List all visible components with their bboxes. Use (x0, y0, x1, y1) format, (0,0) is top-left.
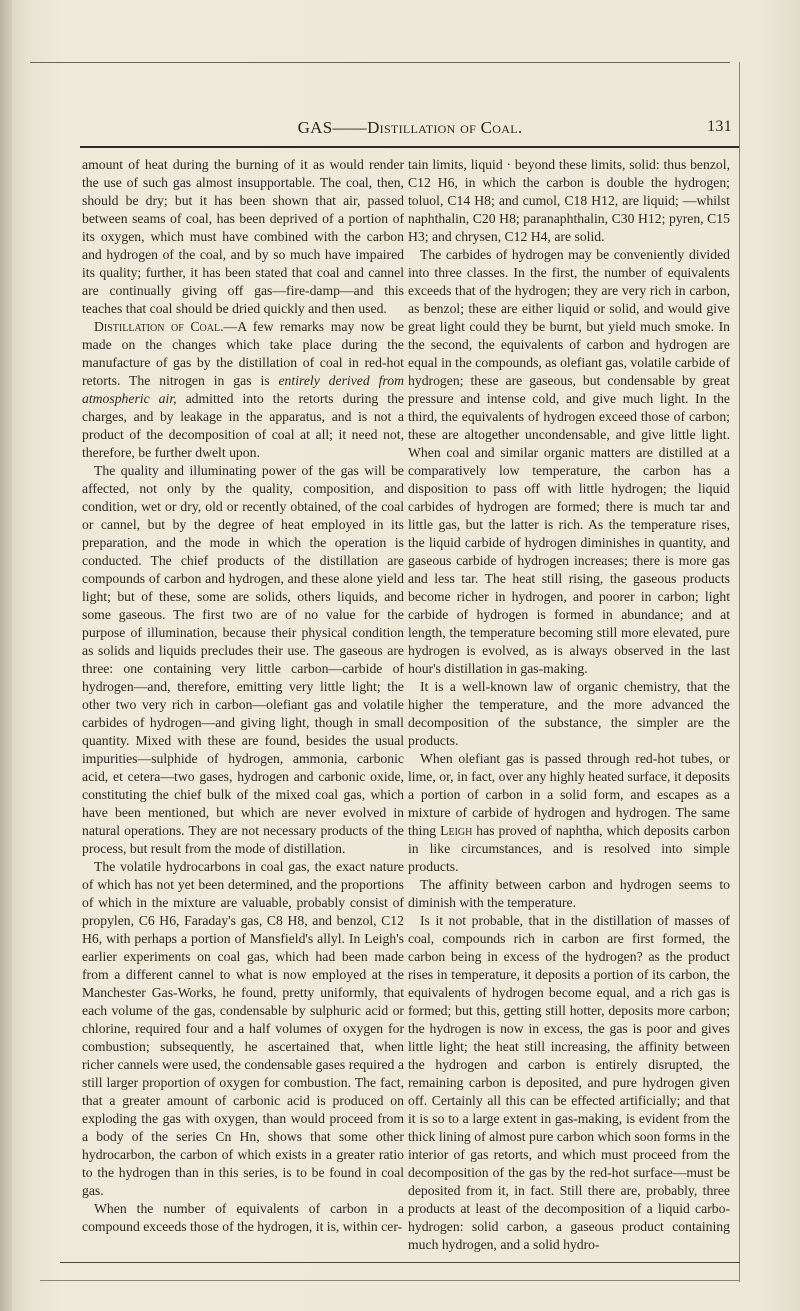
paragraph-leigh (408, 750, 730, 876)
header-rule (80, 146, 740, 148)
section-heading: Distillation of Coal. (94, 319, 224, 334)
running-head: GAS——Distillation of Coal. (297, 118, 523, 137)
paragraph: The affinity between carbon and hydrogen seems to diminish with the temperature. (408, 877, 730, 910)
paragraph: When the number of equivalents of carbon in a compound exceeds those of the hydrogen, it is, within cer- (82, 1201, 404, 1234)
emphasis-text: entirely derived from atmospheric air, (82, 373, 404, 406)
right-margin-line (739, 62, 740, 1282)
author-name: Leigh (440, 823, 473, 838)
paragraph: tain limits, liquid · beyond these limits, solid: thus benzol, C12 H6, in which the carbon is double the hydrogen; toluol, C14 H8; and cumol, C18 H12, are liquid; —whilst naphthalin, C20 H8; paranaphthalin, C30 H12; pyren, C15 H3; and chrysen, C12 H4, are solid. (408, 157, 730, 244)
paragraph-text: —A few remarks may now be made on the changes which take place during the manufacture of gas by the distillation of coal in red-hot retorts. The nitrogen in gas is (82, 319, 404, 388)
paragraph: It is a well-known law of organic chemistry, that the higher the temperature, and the more advanced the decomposition of the substance, the simpler are the products. (408, 679, 730, 748)
paragraph: The carbides of hydrogen may be conveniently divided into three classes. In the first, the number of equivalents exceeds that of the hydrogen; they are very rich in carbon, as benzol; these are either liquid or solid, and would give great light could they be burnt, but yield much smoke. In the second, the equivalents of carbon and hydrogen are equal in the compounds, as olefiant gas, volatile carbide of hydrogen; these are gaseous, but condensable by great pressure and intense cold, and give much light. In the third, the equivalents of hydrogen exceed those of carbon; these are altogether uncondensable, and give little light. When coal and similar organic matters are distilled at a comparatively low temperature, the carbon has a disposition to pass off with little hydrogen; the liquid carbides of hydrogen are formed; there is much tar and little gas, but the latter is rich. As the temperature rises, the liquid carbide of hydrogen diminishes in quantity, and gaseous carbide of hydrogen increases; there is more gas and less tar. The heat still rising, the gaseous products become richer in hydrogen, and poorer in carbon; light carbide of hydrogen is formed in abundance; and at length, the temperature becoming still more elevated, pure hydrogen is evolved, as is always observed in the last hour's distillation in gas-making. (408, 247, 730, 676)
paragraph-text: When olefiant gas is passed through red-hot tubes, or lime, or, in fact, over any highly heated surface, it deposits a portion of carbon in a solid form, and escapes as a mixture of carbide of hydrogen and hydrogen. The same thing (408, 751, 730, 838)
paragraph: The volatile hydrocarbons in coal gas, the exact nature of which has not yet been determined, and the proportions of which in the mixture are valuable, probably consist of propylen, C6 H6, Faraday's gas, C8 H8, and benzol, C12 H6, with perhaps a portion of Mansfield's allyl. In Leigh's earlier experiments on coal gas, which had been made from a different cannel to what is now employed at the Manchester Gas-Works, he found, pretty uniformly, that each volume of the gas, condensable by sulphuric acid or chlorine, required four and a half volumes of oxygen for combustion; subsequently, he ascertained that, when richer cannels were used, the condensable gases required a still larger proportion of oxygen for combustion. The fact, that a greater amount of carbonic acid is produced on exploding the gas with oxygen, than would proceed from a body of the series Cn Hn, shows that some other hydrocarbon, the carbon of which exists in a greater ratio to the hydrogen than in this series, is to be found in coal gas. (82, 859, 404, 1198)
paragraph-distillation (82, 318, 404, 462)
bottom-rule (60, 1262, 740, 1263)
paragraph: Is it not probable, that in the distillation of masses of coal, compounds rich in carbon are first formed, the carbon being in excess of the hydrogen? as the product rises in temperature, it deposits a portion of its carbon, the equivalents of hydrogen become equal, and a rich gas is formed; but this, getting still hotter, deposits more carbon; the hydrogen is now in excess, the gas is poor and gives little light; the heat still increasing, the affinity between the hydrogen and carbon is entirely disrupted, the remaining carbon is deposited, and pure hydrogen given off. Certainly all this can be effected artificially; and that it is so to a large extent in gas-making, is evident from the thick lining of almost pure carbon which soon forms in the interior of gas retorts, and which must proceed from the decomposition of the gas by the red-hot surface—must be deposited from it, in fact. Still there are, probably, three products at least of the decomposition of a liquid carbo-hydrogen: solid carbon, a gaseous product containing much hydrogen, and a solid hydro- (408, 913, 730, 1252)
paragraph: amount of heat during the burning of it as would render the use of such gas almost insupportable. The coal, then, should be dry; but it has been shown that air, passed between seams of coal, has been deprived of a portion of its oxygen, which must have combined with the carbon and hydrogen of the coal, and by so much have impaired its quality; further, it has been stated that coal and cannel are continually giving off gas—fire-damp—and this teaches that coal should be dried quickly and then used. (82, 157, 404, 316)
paragraph-text: admitted into the retorts during the charges, and by leakage in the apparatus, and is not a product of the decomposition of coal at all; it need not, therefore, be further dwelt upon. (82, 391, 404, 460)
paragraph-text: has proved of naphtha, which deposits carbon in like circumstances, and is resolved into simple products. (408, 823, 730, 874)
bottom-edge-rule (40, 1280, 740, 1281)
paragraph: The quality and illuminating power of the gas will be affected, not only by the quality, composition, and condition, wet or dry, old or recently obtained, of the coal or cannel, but by the degree of heat employed in its preparation, and the mode in which the operation is conducted. The chief products of the distillation are compounds of carbon and hydrogen, and these alone yield light; but of these, some are solids, others liquids, and some gaseous. The first two are of no value for the purpose of illumination, because their physical condition as solids and liquids precludes their use. The gaseous are three: one containing very little carbon—carbide of hydrogen—and, therefore, emitting very little light; the other two very rich in carbon—olefiant gas and volatile carbides of hydrogen—and giving light, though in small quantity. Mixed with these are found, besides the usual impurities—sulphide of hydrogen, ammonia, carbonic acid, et cetera—two gases, hydrogen and carbonic oxide, constituting the chief bulk of the mixed coal gas, which have been mentioned, but which are never evolved in natural operations. They are not necessary products of the process, but result from the mode of distillation. (82, 463, 404, 856)
page-edge-shadow (0, 0, 12, 1311)
top-edge-rule (30, 62, 730, 63)
right-column (408, 156, 730, 1254)
page-number: 131 (707, 118, 732, 135)
page-header (80, 118, 740, 142)
left-column (82, 156, 404, 1236)
